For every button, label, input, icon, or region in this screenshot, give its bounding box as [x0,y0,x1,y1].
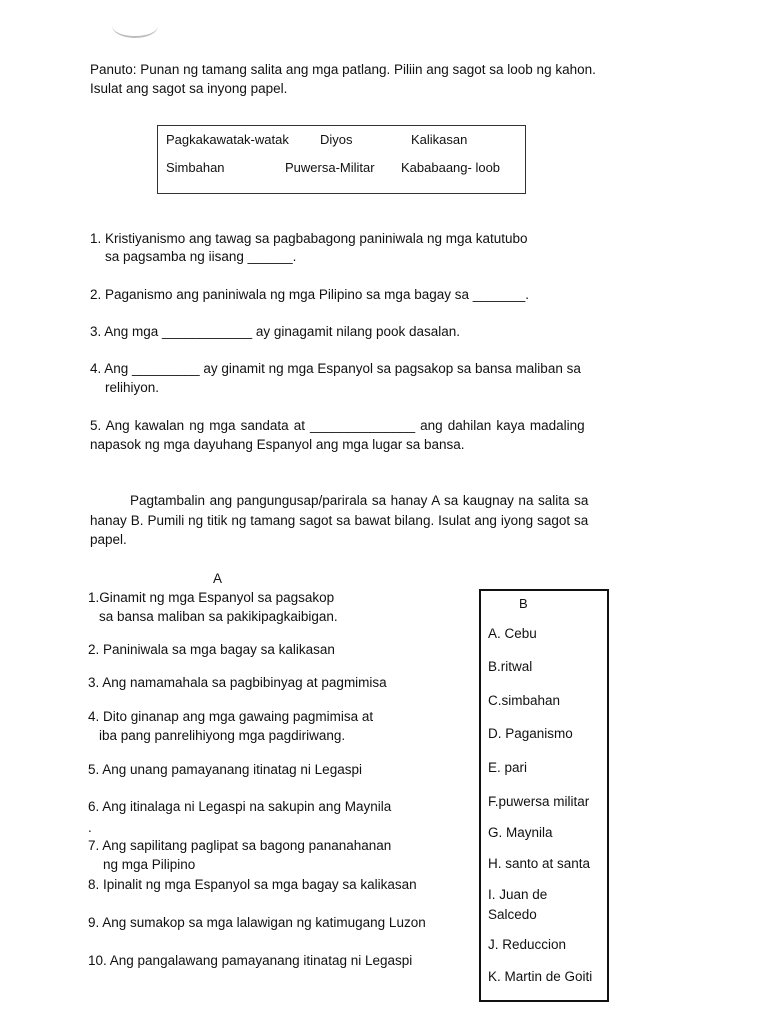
question-1-line-1: 1. Kristiyanismo ang tawag sa pagbabagong paniniwala ng mga katutubo [90,231,528,246]
column-b-item-g: G. Maynila [488,825,553,840]
word-bank-item: Kalikasan [411,132,468,147]
page-fragment-decoration [112,14,158,38]
column-b-item-i-line-2: Salcedo [488,907,537,922]
column-a-item-6: 6. Ang itinalaga ni Legaspi na sakupin ang Maynila [88,799,392,814]
question-5-line-2: napasok ng mga dayuhang Espanyol ang mga lugar sa bansa. [90,437,465,452]
column-a-item-1-line-1: 1.Ginamit ng mga Espanyol sa pagsakop [88,590,335,605]
column-b-item-c: C.simbahan [488,693,561,708]
column-b-item-e: E. pari [488,760,528,775]
column-b-item-j: J. Reduccion [488,937,567,952]
word-bank-item: Pagkakawatak-watak [166,132,289,147]
instructions-line-2: Isulat ang sagot sa inyong papel. [90,81,288,96]
column-a-item-4-line-2: iba pang panrelihiyong mga pagdiriwang. [99,728,346,743]
column-b-header: B [519,596,528,611]
word-bank-item: Simbahan [166,160,225,175]
matching-instructions-line-2: hanay B. Pumili ng titik ng tamang sagot sa bawat bilang. Isulat ang iyong sagot sa [90,513,589,528]
word-bank-item: Kababaang- loob [401,160,501,175]
question-4-line-1: 4. Ang _________ ay ginamit ng mga Espanyol sa pagsakop sa bansa maliban sa [90,361,581,376]
matching-instructions-line-1: Pagtambalin ang pangungusap/parirala sa hanay A sa kaugnay na salita sa [130,493,589,508]
question-3: 3. Ang mga ____________ ay ginagamit nilang pook dasalan. [90,324,461,339]
column-a-item-2: 2. Paniniwala sa mga bagay sa kalikasan [88,642,335,657]
column-b-item-h: H. santo at santa [488,856,591,871]
question-4-line-2: relihiyon. [105,380,160,395]
column-a-item-5: 5. Ang unang pamayanang itinatag ni Legaspi [88,762,362,777]
column-b-item-a: A. Cebu [488,626,537,641]
matching-instructions-line-3: papel. [90,532,127,547]
question-2: 2. Paganismo ang paniniwala ng mga Pilipino sa mga bagay sa _______. [90,287,530,302]
column-a-item-7-line-2: ng mga Pilipino [103,857,196,872]
question-1-line-2: sa pagsamba ng iisang ______. [105,249,297,264]
column-a-item-9: 9. Ang sumakop sa mga lalawigan ng katimugang Luzon [88,915,426,930]
word-bank-item: Diyos [320,132,353,147]
column-b-item-k: K. Martin de Goiti [488,969,593,984]
column-b-item-f: F.puwersa militar [488,794,590,809]
word-bank-item: Puwersa-Militar [285,160,375,175]
column-a-item-10: 10. Ang pangalawang pamayanang itinatag ni Legaspi [88,953,413,968]
instructions-line-1: Panuto: Punan ng tamang salita ang mga patlang. Piliin ang sagot sa loob ng kahon. [90,62,596,77]
column-a-header: A [213,571,223,586]
stray-dot: . [88,820,92,835]
question-5-line-1: 5. Ang kawalan ng mga sandata at ______________ ang dahilan kaya madaling [90,418,585,433]
column-a-item-1-line-2: sa bansa maliban sa pakikipagkaibigan. [99,609,338,624]
column-b-item-d: D. Paganismo [488,726,573,741]
column-a-item-3: 3. Ang namamahala sa pagbibinyag at pagmimisa [88,675,387,690]
column-b-item-i-line-1: I. Juan de [488,887,548,902]
column-b-item-b: B.ritwal [488,659,533,674]
column-a-item-7-line-1: 7. Ang sapilitang paglipat sa bagong pananahanan [88,838,392,853]
column-a-item-8: 8. Ipinalit ng mga Espanyol sa mga bagay sa kalikasan [88,877,417,892]
column-a-item-4-line-1: 4. Dito ginanap ang mga gawaing pagmimisa at [88,709,374,724]
